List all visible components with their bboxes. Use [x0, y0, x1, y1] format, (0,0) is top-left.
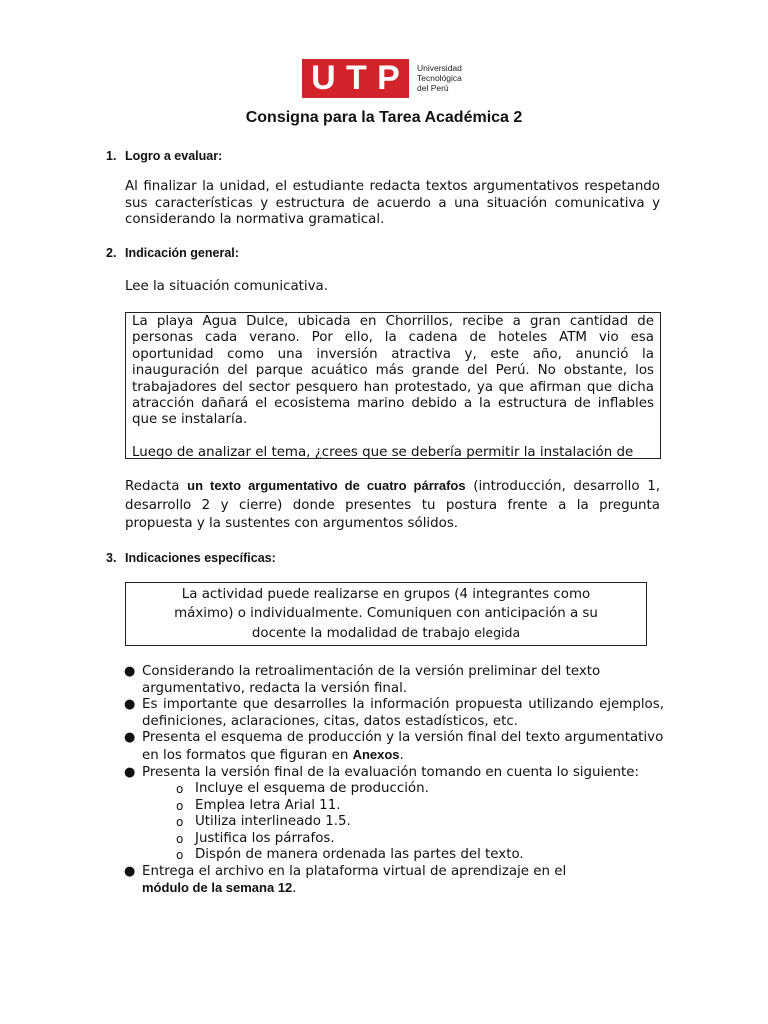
section-1-number: 1. [106, 149, 117, 163]
logo-wordmark [417, 63, 462, 93]
logo-letter-u: U [311, 58, 336, 97]
sub-item-text: Justifica los párrafos. [195, 830, 335, 846]
circle-bullet-icon: o [176, 798, 184, 813]
bullet-icon: ● [124, 863, 136, 879]
bullet-icon: ● [124, 764, 136, 780]
bullet-3-pre: Presenta el esquema de producción y la versión final del texto argumentativo en los formatos que figuran en [142, 730, 664, 763]
bullet-2-text: Es importante que desarrolles la información propuesta utilizando ejemplos, definiciones, aclaraciones, citas, datos estadísticos, etc. [142, 697, 664, 729]
document-title: Consigna para la Tarea Académica 2 [245, 109, 523, 126]
modality-line-3-main: docente la modalidad de trabajo [251, 626, 475, 641]
bullet-5-bold: módulo de la semana 12 [142, 880, 293, 896]
section-3-title: Indicaciones específicas: [125, 551, 276, 565]
logo-line-2: Tecnológica [417, 73, 462, 83]
sub-list-item [142, 847, 664, 864]
circle-bullet-icon: o [176, 831, 184, 846]
list-item [124, 765, 664, 864]
bullet-3-post: . [399, 747, 404, 763]
circle-bullet-icon: o [176, 782, 184, 797]
sub-list [142, 781, 664, 864]
modality-line-1: La actividad puede realizarse en grupos (4 integrantes como [181, 587, 591, 602]
logo-letter-p: P [377, 58, 400, 97]
logo-line-1: Universidad [417, 63, 462, 73]
sub-list-item [142, 831, 664, 848]
situation-box [125, 312, 661, 459]
sub-list-item [142, 781, 664, 798]
list-item [124, 697, 664, 730]
bullet-4-text: Presenta la versión final de la evaluación tomando en cuenta lo siguiente: [142, 764, 639, 780]
section-3-number: 3. [106, 551, 117, 565]
situation-paragraph-2: Luego de analizar el tema, ¿crees que se debería permitir la instalación de [132, 444, 634, 459]
sub-item-text: Emplea letra Arial 11. [195, 797, 341, 813]
section-2-heading [106, 246, 239, 260]
sub-item-text: Utiliza interlineado 1.5. [195, 814, 351, 830]
bullet-5-post: . [292, 881, 297, 897]
modality-line-3 [126, 623, 646, 643]
section-2-title: Indicación general: [125, 246, 239, 260]
sub-item-text: Dispón de manera ordenada las partes del texto. [195, 847, 524, 863]
bullet-1-text: Considerando la retroalimentación de la versión preliminar del texto argumentativo, redacta la versión final. [142, 664, 601, 696]
task-bold: un texto argumentativo de cuatro párrafos [187, 478, 466, 493]
circle-bullet-icon: o [176, 848, 184, 863]
bullet-icon: ● [124, 730, 136, 746]
logo-line-3: del Perú [417, 83, 449, 93]
modality-line-2: máximo) o individualmente. Comuniquen con anticipación a su [174, 606, 598, 621]
section-2-number: 2. [106, 246, 117, 260]
sub-item-text: Incluye el esquema de producción. [195, 781, 429, 797]
situation-paragraph-1: La playa Agua Dulce, ubicada en Chorrillos, recibe a gran cantidad de personas cada verano. Por ello, la cadena de hoteles ATM vio esa oportunidad como una inversión atractiva y, este año, anunció la inauguración del parque acuático más grande del Perú. No obstante, los trabajadores del sector pesquero han protestado, ya que afirman que dicha atracción dañará el ecosistema marino debido a la estructura de inflables que se instalaría. [132, 314, 654, 428]
utp-logo [302, 58, 462, 98]
section-1-title: Logro a evaluar: [125, 149, 223, 163]
task-instruction [125, 477, 660, 534]
section-3-heading [106, 551, 276, 565]
bullet-5-pre: Entrega el archivo en la plataforma virtual de aprendizaje en el [142, 863, 567, 879]
section-1-heading [106, 149, 222, 163]
circle-bullet-icon: o [176, 815, 184, 830]
modality-box [125, 582, 647, 646]
task-post: (introducción, desarrollo 1, desarrollo 2 y cierre) donde presentes tu postura frente a la pregunta propuesta y la sustentes con argumentos sólidos. [125, 479, 660, 531]
list-item [124, 730, 664, 764]
section-1-text: Al finalizar la unidad, el estudiante redacta textos argumentativos respetando sus características y estructura de acuerdo a una situación comunicativa y considerando la normativa gramatical. [125, 179, 660, 227]
task-pre: Redacta [125, 479, 188, 494]
instructions-list [124, 664, 664, 898]
sub-list-item [142, 798, 664, 815]
section-2-intro: Lee la situación comunicativa. [125, 279, 329, 294]
bullet-icon: ● [124, 697, 136, 713]
modality-line-3-small: elegida [474, 625, 521, 640]
logo-letter-t: T [346, 58, 367, 97]
bullet-3-bold: Anexos [352, 746, 400, 762]
logo-mark [302, 59, 409, 98]
list-item [124, 664, 664, 697]
bullet-icon: ● [124, 664, 136, 679]
sub-list-item [142, 814, 664, 831]
list-item [124, 864, 664, 898]
